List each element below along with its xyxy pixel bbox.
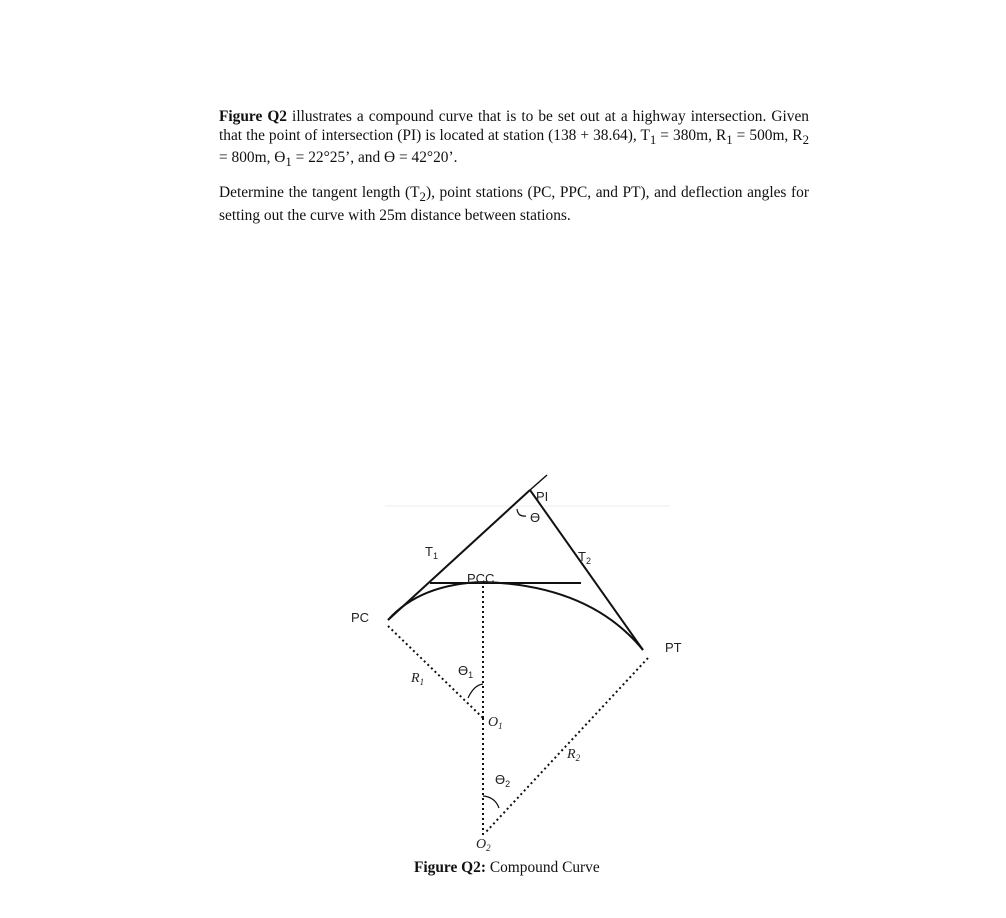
question-text-1: Determine the tangent length (T (219, 184, 420, 201)
label-t2: $T_2$ (578, 549, 591, 566)
tangent-extension (530, 475, 547, 490)
tangent-line-t2 (530, 490, 643, 650)
statement-text-5: = 22°25’, and ϴ = 42°20’. (291, 149, 458, 167)
theta1-angle-arc (468, 684, 483, 698)
label-pt: PT (665, 640, 682, 655)
statement-text-2: = 380m, R (656, 126, 727, 144)
label-o2: $O_2$ (476, 837, 491, 853)
curve-arc-1 (388, 582, 483, 620)
statement-text-3: = 500m, R (732, 126, 803, 144)
theta-angle-arc (517, 509, 526, 516)
t2-subscript: 2 (419, 190, 426, 205)
label-theta1: $ϴ_1$ (458, 663, 474, 680)
theta1-subscript: 1 (285, 155, 292, 170)
theta2-angle-arc (483, 796, 499, 808)
t1-subscript: 1 (649, 132, 657, 147)
r2-subscript: 2 (802, 132, 809, 147)
figure-caption (414, 859, 600, 877)
statement-text-4: = 800m, ϴ (219, 149, 286, 167)
caption-label: Figure Q2: (414, 859, 486, 876)
r1-subscript: 1 (726, 132, 733, 147)
label-o1: $O_1$ (488, 715, 503, 731)
statement-text-1: illustrates a compound curve that is to be set out at a highway intersection. Given that the point of intersection (PI) is located at station (138 + 38.64), T (219, 108, 809, 144)
label-pc: PC (351, 610, 370, 625)
label-pi: PI (536, 489, 549, 504)
radius-r2-line (485, 658, 648, 833)
label-theta: ϴ (530, 510, 541, 525)
label-r1: $R_1$ (411, 671, 425, 687)
label-theta2: $ϴ_2$ (495, 772, 511, 789)
tangent-line-t1 (388, 490, 530, 620)
label-pcc: PCC (467, 571, 495, 586)
label-t1: $T_1$ (425, 544, 438, 561)
caption-text: Compound Curve (485, 859, 600, 876)
question-text-2: ), point stations (PC, PPC, and PT), and deflection angles for setting out the curve with 25m distance between stations. (219, 184, 809, 224)
label-r2: $R_2$ (567, 747, 581, 763)
figure-reference: Figure Q2 (219, 108, 288, 125)
